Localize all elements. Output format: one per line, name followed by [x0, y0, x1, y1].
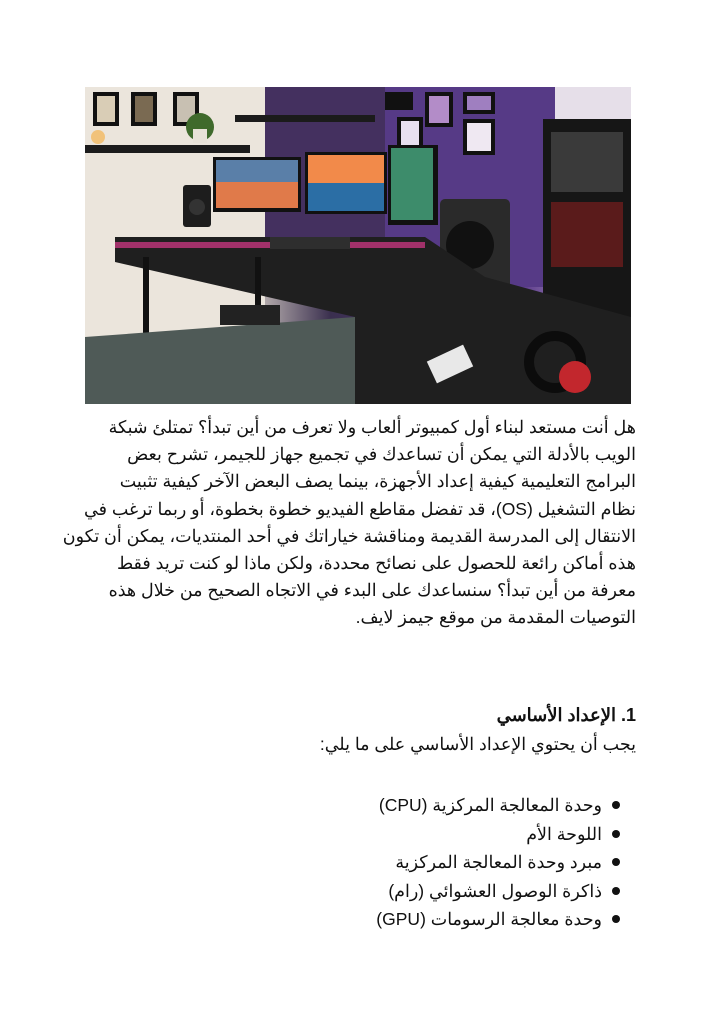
list-item: [376, 905, 620, 934]
list-item: [376, 848, 620, 877]
intro-line: هذه أماكن رائعة للحصول على نصائح محددة، ولكن ماذا لو كنت تريد فقط: [116, 553, 636, 574]
intro-line: البرامج التعليمية كيفية إعداد الأجهزة، بينما يصف البعض الآخر كيفية تثبيت: [119, 471, 636, 492]
bullet-icon: [612, 801, 620, 809]
list-item: [376, 791, 620, 820]
intro-line: الويب بالأدلة التي يمكن أن تساعدك في تجميع جهاز للجيمر، تشرح بعض: [127, 444, 636, 465]
list-item-label: وحدة المعالجة المركزية (CPU): [378, 795, 602, 815]
intro-line: معرفة من أين تبدأ؟ سنساعدك على البدء في الاتجاه الصحيح من خلال هذه: [108, 580, 636, 601]
list-item-label: ذاكرة الوصول العشوائي (رام): [388, 880, 602, 901]
list-item-label: مبرد وحدة المعالجة المركزية: [395, 852, 602, 872]
list-item: [376, 877, 620, 906]
gaming-setup-photo: [85, 87, 631, 404]
intro-line: هل أنت مستعد لبناء أول كمبيوتر ألعاب ولا تعرف من أين تبدأ؟ تمتلئ شبكة: [108, 417, 636, 437]
bullet-icon: [612, 830, 620, 838]
list-item-label: وحدة معالجة الرسومات (GPU): [376, 909, 602, 929]
list-item: [376, 820, 620, 849]
bullet-icon: [612, 858, 620, 866]
intro-line: نظام التشغيل (OS)، قد تفضل مقاطع الفيديو خطوة بخطوة، أو ربما ترغب في: [84, 498, 636, 519]
list-item-label: اللوحة الأم: [526, 823, 602, 844]
intro-line: الانتقال إلى المدرسة القديمة ومناقشة خياراتك في أحد المنتديات، يمكن أن تكون: [62, 525, 636, 546]
gaming-setup-illustration: [85, 87, 631, 404]
bullet-icon: [612, 887, 620, 895]
section-subtitle: يجب أن يحتوي الإعداد الأساسي على ما يلي:: [319, 734, 636, 754]
section-heading: 1. الإعداد الأساسي: [496, 705, 636, 725]
bullet-icon: [612, 915, 620, 923]
intro-line: التوصيات المقدمة من موقع جيمز لايف.: [355, 607, 636, 628]
intro-paragraph: [62, 414, 636, 632]
components-list: [376, 791, 620, 934]
